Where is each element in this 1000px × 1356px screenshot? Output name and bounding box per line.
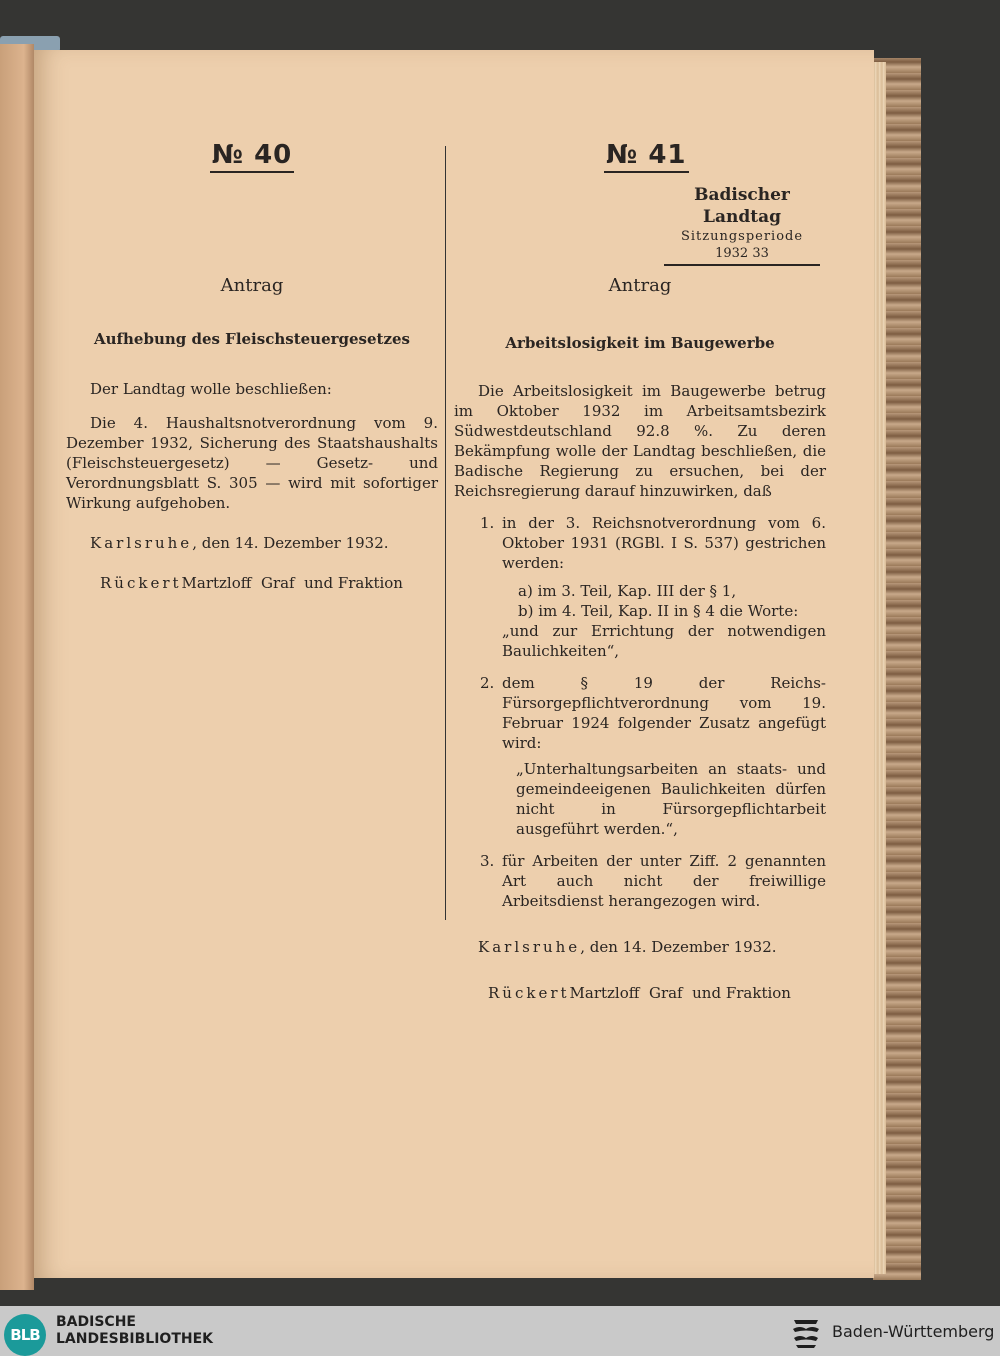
document-subject: Arbeitslosigkeit im Baugewerbe — [505, 334, 775, 352]
document-title: Antrag — [220, 275, 284, 296]
state-name[interactable]: Baden-Württemberg — [832, 1322, 995, 1341]
list-item: 3. für Arbeiten der unter Ziff. 2 genannten Art auch nicht der freiwillige Arbeitsdienst herangezogen wird. — [480, 852, 826, 910]
blb-logo-icon[interactable]: BLB — [4, 1314, 46, 1356]
left-page-edge — [0, 44, 34, 1290]
list-quote: „und zur Errichtung der notwendigen Baulichkeiten“, — [502, 622, 826, 660]
demand-list — [454, 513, 826, 911]
column-divider — [445, 146, 446, 920]
signatures: RückertMartzloff Graf und Fraktion — [100, 574, 403, 592]
library-name[interactable]: BADISCHE LANDESBIBLIOTHEK — [56, 1314, 214, 1347]
intro-text: Der Landtag wolle beschließen: — [90, 380, 332, 398]
list-quote: „Unterhaltungsarbeiten an staats- und gemeindeeigenen Baulichkeiten dürfen nicht in Fürsorgepflichtarbeit ausgeführt werden.“, — [516, 760, 826, 838]
signatures: RückertMartzloff Graf und Fraktion — [488, 984, 791, 1002]
list-subitem: a) im 3. Teil, Kap. III der § 1, — [518, 582, 737, 600]
list-subitem: b) im 4. Teil, Kap. II in § 4 die Worte: — [518, 602, 799, 620]
stamp-session: Sitzungsperiode — [680, 229, 804, 244]
lions-emblem-icon — [790, 1314, 822, 1350]
stamp-title: Badischer Landtag — [694, 185, 790, 227]
body-text: Die 4. Haushaltsnotverordnung vom 9. Dezember 1932, Sicherung des Staatshaushalts (Fleischsteuergesetz) — Gesetz- und Verordnungsblatt S. 305 — wird mit sofortiger Wirkung aufgehoben. — [66, 414, 438, 512]
list-item: 2. dem § 19 der Reichs-Fürsorgepflichtverordnung vom 19. Februar 1924 folgender Zusatz angefügt wird: „Unterhaltungsarbeiten an staats- und gemeindeeigenen Baulichkeiten dürfen nicht in Fürsorgepflichtarbeit ausgeführt werden.“, — [480, 674, 826, 838]
right-document — [454, 140, 826, 1003]
left-document — [66, 140, 438, 593]
stamp-rule — [664, 264, 820, 266]
document-subject: Aufhebung des Fleischsteuergesetzes — [94, 330, 410, 348]
place-date: Karlsruhe, den 14. Dezember 1932. — [90, 534, 389, 552]
landtag-stamp — [664, 184, 820, 266]
document-number: № 40 — [66, 140, 438, 173]
document-title: Antrag — [608, 275, 672, 296]
document-number: № 41 — [454, 140, 826, 173]
footer-bar — [0, 1306, 1000, 1356]
list-item: 1. in der 3. Reichsnotverordnung vom 6. Oktober 1931 (RGBl. I S. 537) gestrichen werden: a) im 3. Teil, Kap. III der § 1, b) im 4. Teil, Kap. II in § 4 die Worte: „und zur Errichtung der notwendigen Baulichkeiten“, — [480, 514, 826, 660]
stamp-years: 1932 33 — [715, 246, 769, 261]
body-text: Die Arbeitslosigkeit im Baugewerbe betrug im Oktober 1932 im Arbeitsamtsbezirk Südwestdeutschland 92.8 %. Zu deren Bekämpfung wolle der Landtag beschließen, die Badische Regierung zu ersuchen, bei der Reichsregierung darauf hinzuwirken, daß — [454, 382, 826, 500]
place-date: Karlsruhe, den 14. Dezember 1932. — [478, 938, 777, 956]
